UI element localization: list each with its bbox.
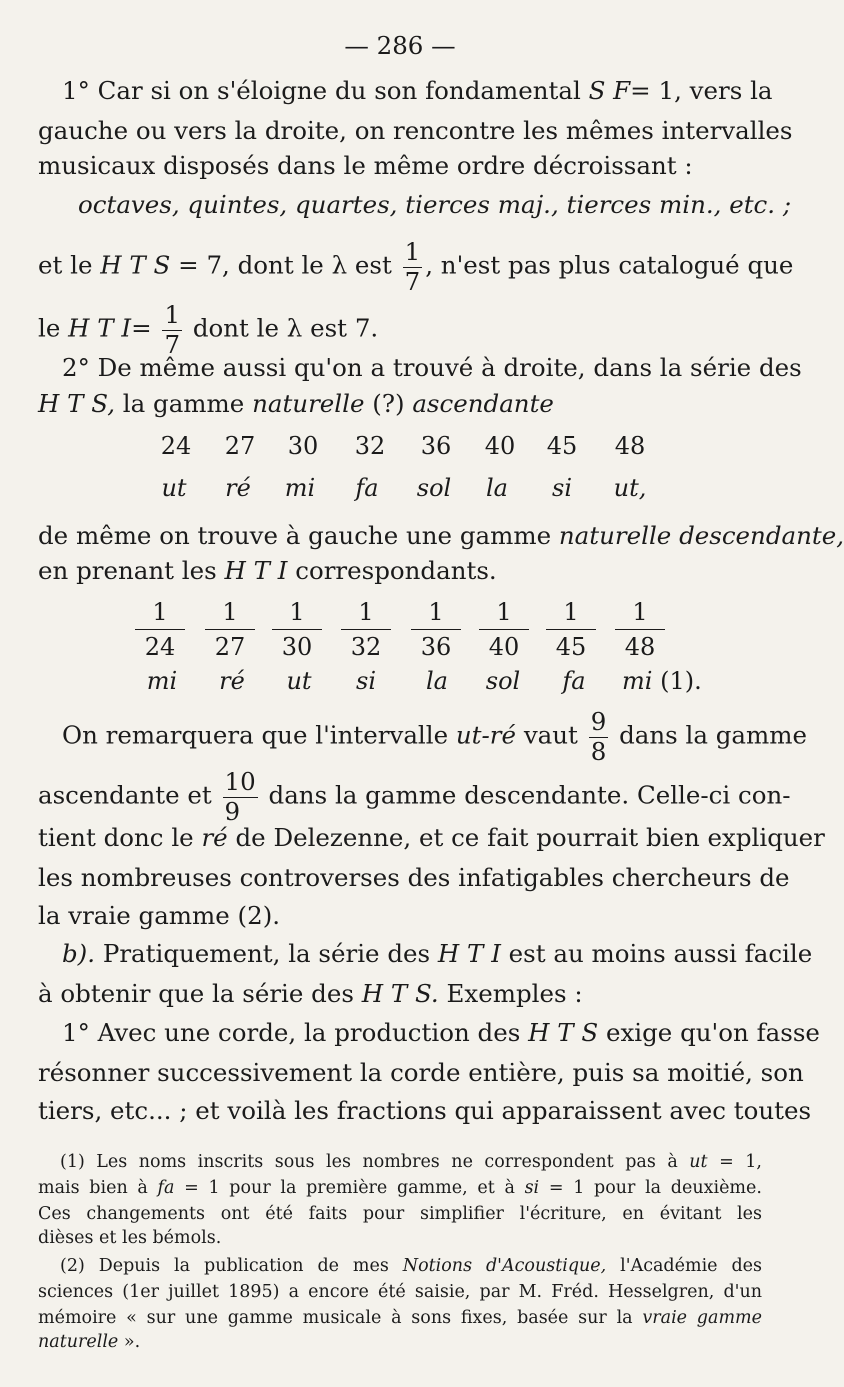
para2-line2: H T S, la gamme naturelle (?) ascendante — [38, 389, 554, 418]
scale-fraction: $\frac{1}{24}$ — [135, 600, 185, 659]
note-name: la — [486, 474, 508, 502]
footnote2-line3: mémoire « sur une gamme musicale à sons fixes, basée sur la vraie gamme — [38, 1308, 762, 1328]
note-name: si — [356, 667, 376, 695]
fraction-nine-eighths: $\frac{9}{8}$ — [590, 707, 607, 766]
para1-line2: gauche ou vers la droite, on rencontre les mêmes intervalles — [38, 116, 793, 145]
para4-line5: la vraie gamme (2). — [38, 901, 281, 930]
scale-fraction: $\frac{1}{27}$ — [205, 600, 255, 659]
note-name: sol — [416, 474, 452, 502]
para4-line1: On remarquera que l'intervalle ut-ré vaut $\frac{9}{8}$ dans la gamme — [62, 707, 807, 766]
para1-line1: 1° Car si on s'éloigne du son fondamental S F= 1, vers la — [62, 76, 773, 105]
scale-number: 24 — [160, 432, 192, 460]
para5-line2: à obtenir que la série des H T S. Exemples : — [38, 979, 583, 1008]
para4-line2: ascendante et $\frac{10}{9}$ dans la gamme descendante. Celle-ci con- — [38, 767, 791, 826]
note-name: ré — [225, 474, 251, 502]
para4-line3: tient donc le ré de Delezenne, et ce fait pourrait bien expliquer — [38, 823, 825, 852]
para6-line2: résonner successivement la corde entière, puis sa moitié, son — [38, 1058, 804, 1087]
scale-number: 27 — [224, 432, 256, 460]
scale-fraction: $\frac{1}{36}$ — [411, 600, 461, 659]
para3-line2: en prenant les H T I correspondants. — [38, 556, 497, 585]
para4-line4: les nombreuses controverses des infatigables chercheurs de — [38, 863, 790, 892]
scale-fraction: $\frac{1}{30}$ — [272, 600, 322, 659]
note-name: fa — [355, 474, 379, 502]
note-name: ut — [286, 667, 312, 695]
scale-number: 45 — [546, 432, 578, 460]
scale-number: 36 — [420, 432, 452, 460]
note-name: ut, — [613, 474, 647, 502]
para1-line3: musicaux disposés dans le même ordre décroissant : — [38, 151, 693, 180]
scale-number: 40 — [484, 432, 516, 460]
note-name: mi — [284, 474, 316, 502]
scale-number: 32 — [354, 432, 386, 460]
scale-fraction: $\frac{1}{48}$ — [615, 600, 665, 659]
note-name: fa — [562, 667, 586, 695]
footnote2-line4: naturelle ». — [38, 1332, 141, 1352]
para1-line5: et le H T S = 7, dont le λ est $\frac{1}{7}$ , n'est pas plus catalogué que — [38, 237, 794, 296]
note-name: si — [552, 474, 572, 502]
para3-line1: de même on trouve à gauche une gamme naturelle descendante, — [38, 521, 844, 550]
para1-line6: le H T I= $\frac{1}{7}$ dont le λ est 7. — [38, 300, 379, 359]
footnote2-line2: sciences (1er juillet 1895) a encore été saisie, par M. Fréd. Hesselgren, d'un — [38, 1282, 762, 1302]
scale-number: 30 — [287, 432, 319, 460]
footnote2-line1: (2) Depuis la publication de mes Notions d'Acoustique, l'Académie des — [60, 1256, 762, 1276]
note-name: la — [426, 667, 448, 695]
footnote1-line4: dièses et les bémols. — [38, 1228, 222, 1248]
fraction-ten-ninths: $\frac{10}{9}$ — [224, 767, 256, 826]
para6-line1: 1° Avec une corde, la production des H T S exige qu'on fasse — [62, 1018, 820, 1047]
para1-line4: octaves, quintes, quartes, tierces maj., tierces min., etc. ; — [78, 190, 792, 219]
fraction-one-seventh: $\frac{1}{7}$ — [404, 237, 421, 296]
page-number: — 286 — — [344, 31, 456, 60]
fraction-minus-one-seventh: $\frac{1}{7}$ — [164, 300, 181, 359]
note-name: sol — [485, 667, 521, 695]
note-name: ut — [161, 474, 187, 502]
footnote1-line1: (1) Les noms inscrits sous les nombres ne correspondent pas à ut = 1, — [60, 1152, 762, 1172]
para6-line3: tiers, etc... ; et voilà les fractions qui apparaissent avec toutes — [38, 1096, 812, 1125]
para5-line1: b). Pratiquement, la série des H T I est au moins aussi facile — [62, 939, 813, 968]
footnote1-line3: Ces changements ont été faits pour simplifier l'écriture, en évitant les — [38, 1204, 762, 1224]
scale-number: 48 — [614, 432, 646, 460]
footnote1-line2: mais bien à fa = 1 pour la première gamme, et à si = 1 pour la deuxième. — [38, 1178, 762, 1198]
para2-line1: 2° De même aussi qu'on a trouvé à droite, dans la série des — [62, 353, 802, 382]
note-name: ré — [219, 667, 245, 695]
last-note-with-ref: mi (1). — [622, 667, 702, 695]
scale-fraction: $\frac{1}{32}$ — [341, 600, 391, 659]
scale-fraction: $\frac{1}{45}$ — [546, 600, 596, 659]
scale-fraction: $\frac{1}{40}$ — [479, 600, 529, 659]
note-name: mi — [146, 667, 178, 695]
